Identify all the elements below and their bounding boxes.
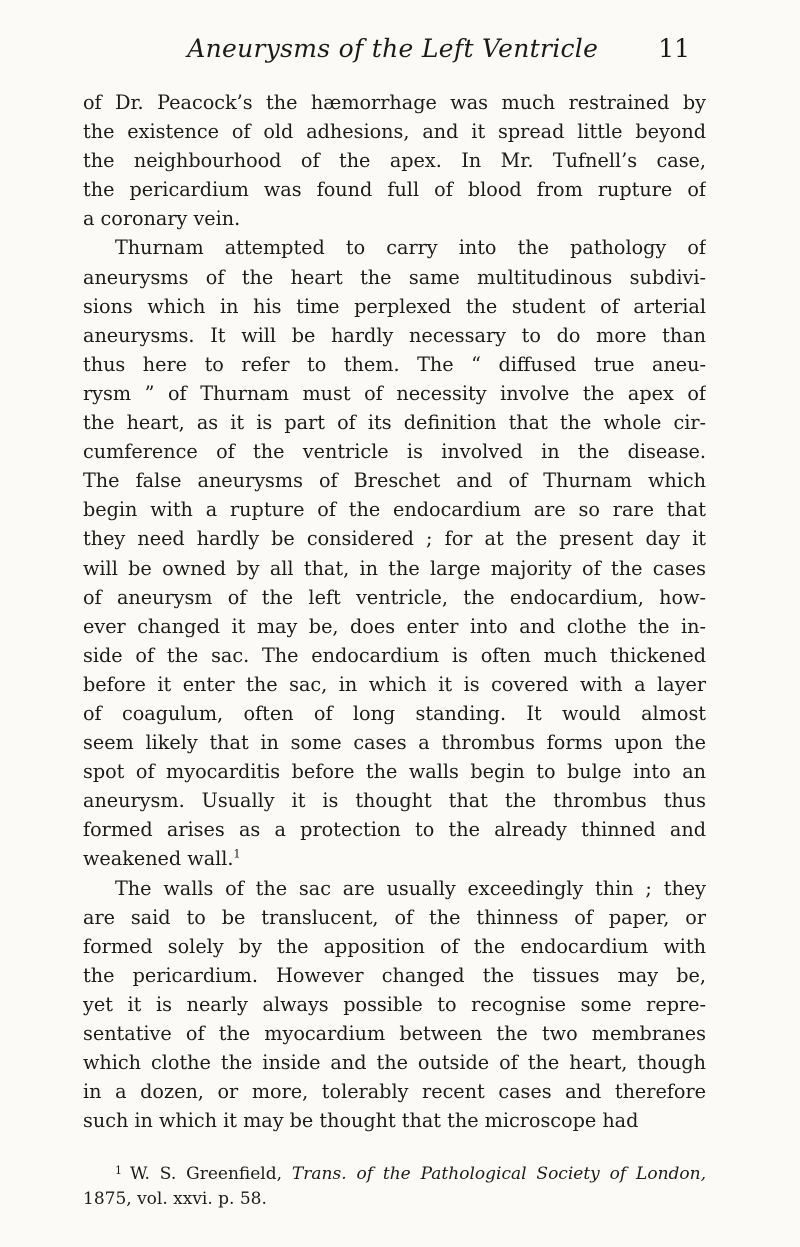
text-line: of Dr. Peacock’s the hæmorrhage was much restrained by	[83, 91, 706, 114]
footnote-reference: 1	[233, 848, 241, 862]
running-title: Aneurysms of the Left Ventricle	[187, 34, 599, 63]
text-line: of aneurysm of the left ventricle, the endocardium, how-	[83, 585, 706, 609]
text-line: sentative of the myocardium between the two membranes	[83, 1022, 706, 1045]
text-line: spot of myocarditis before the walls begin to bulge into an	[83, 760, 706, 784]
text-line: formed arises as a protection to the already thinned and	[83, 818, 706, 842]
text-line: sions which in his time perplexed the student of arterial	[83, 294, 706, 318]
text-line: the existence of old adhesions, and it spread little beyond	[83, 120, 706, 144]
text-line: thus here to refer to them. The “ diffused true aneu-	[83, 352, 706, 376]
text-line: cumference of the ventricle is involved in the disease.	[83, 440, 706, 464]
text-line: in a dozen, or more, tolerably recent cases and therefore	[83, 1080, 706, 1104]
text-line: the pericardium. However changed the tissues may be,	[83, 963, 706, 987]
text-line: formed solely by the apposition of the endocardium with	[83, 934, 706, 958]
text-line: such in which it may be thought that the microscope had	[83, 1109, 639, 1133]
text-line: The walls of the sac are usually exceedingly thin ; they	[115, 876, 706, 900]
text-line: aneurysms of the heart the same multitudinous subdivi-	[83, 265, 706, 289]
text-line: aneurysms. It will be hardly necessary to do more than	[83, 323, 706, 347]
text-line: the neighbourhood of the apex. In Mr. Tufnell’s case,	[83, 149, 706, 173]
text-line: which clothe the inside and the outside of the heart, though	[83, 1051, 706, 1075]
text-line: rysm ” of Thurnam must of necessity involve the apex of	[83, 381, 706, 405]
text-line: of coagulum, often of long standing. It would almost	[83, 701, 706, 725]
text-line: before it enter the sac, in which it is covered with a layer	[83, 672, 706, 696]
text-line: a coronary vein.	[83, 207, 241, 231]
page-header	[78, 34, 690, 78]
footnote-citation: 1875, vol. xxvi. p. 58.	[83, 1189, 267, 1209]
footnote-journal: Trans. of the Pathological Society of London,	[291, 1164, 706, 1184]
text-line: are said to be translucent, of the thinness of paper, or	[83, 905, 706, 929]
page-number: 11	[658, 34, 690, 63]
paragraph	[83, 233, 706, 873]
text-line: Thurnam attempted to carry into the pathology of	[115, 236, 706, 260]
text-line: the pericardium was found full of blood from rupture of	[83, 178, 706, 202]
text-line: they need hardly be considered ; for at the present day it	[83, 527, 706, 551]
footnote-line	[83, 1158, 706, 1187]
paragraph	[83, 874, 706, 1136]
text-line: aneurysm. Usually it is thought that the thrombus thus	[83, 789, 706, 813]
text-line: seem likely that in some cases a thrombus forms upon the	[83, 731, 706, 755]
footnote	[83, 1158, 706, 1212]
body-text	[83, 88, 706, 1135]
footnote-author: W. S. Greenfield,	[130, 1164, 283, 1184]
text-line: yet it is nearly always possible to recognise some repre-	[83, 992, 706, 1016]
text-line: begin with a rupture of the endocardium are so rare that	[83, 498, 706, 522]
footnote-mark: 1	[115, 1164, 122, 1177]
text-line: weakened wall.$^1$	[83, 847, 241, 871]
text-line: ever changed it may be, does enter into and clothe the in-	[83, 614, 706, 638]
text-line: will be owned by all that, in the large majority of the cases	[83, 556, 706, 580]
text-line: side of the sac. The endocardium is often much thickened	[83, 643, 706, 667]
text-line: the heart, as it is part of its definition that the whole cir-	[83, 411, 706, 435]
paragraph	[83, 88, 706, 233]
text-line: The false aneurysms of Breschet and of Thurnam which	[83, 469, 706, 493]
